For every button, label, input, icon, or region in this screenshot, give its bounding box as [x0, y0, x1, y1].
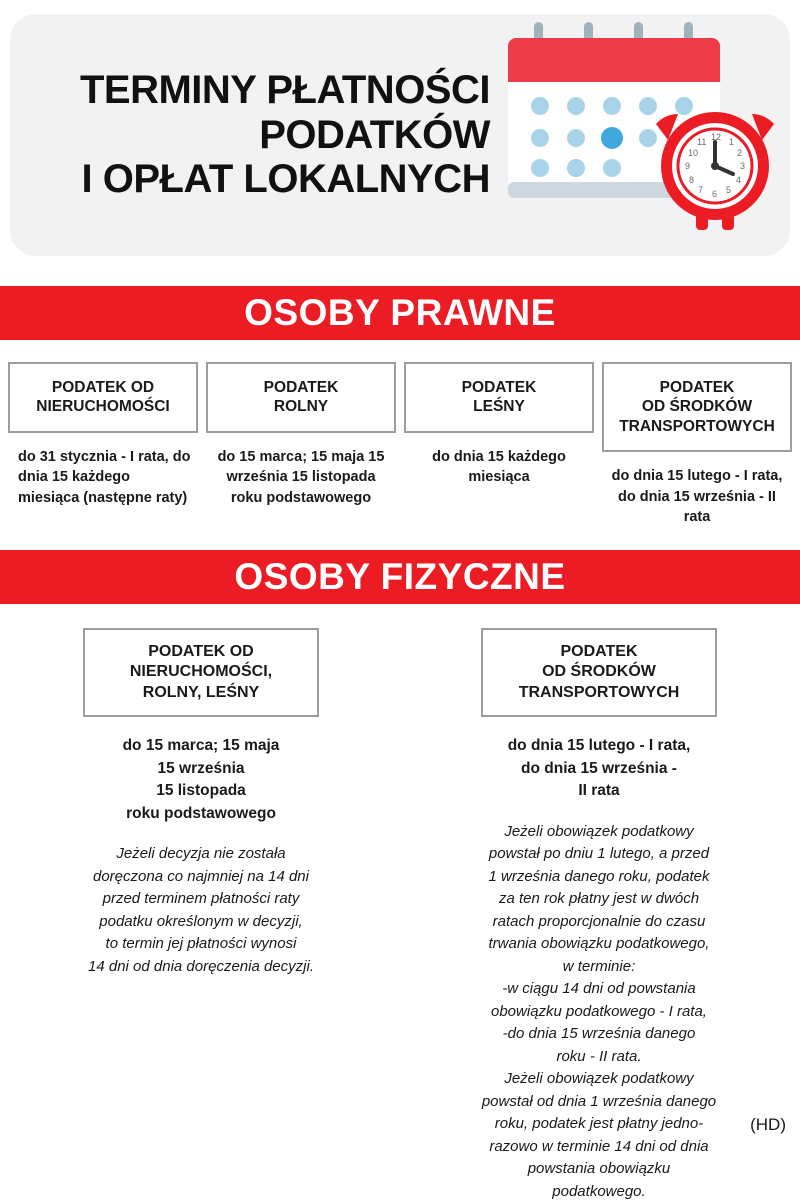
legal-transport-body-line-3: II rata [683, 488, 776, 526]
natural-transport-head-line-2: OD ŚRODKÓW [542, 663, 656, 681]
legal-agricultural-body-line-4: roku podstawowego [230, 489, 372, 506]
legal-agricultural-body-line-1: do 15 marca; 15 maja [217, 448, 365, 465]
svg-text:5: 5 [726, 185, 732, 195]
natural-transport-note-line-15: razowo w terminie 14 dni od dnia [489, 1137, 709, 1155]
natural-property-note-line-1: Jeżeli decyzja nie została [116, 845, 286, 863]
natural-transport-head-line-3: TRANSPORTOWYCH [518, 683, 680, 701]
natural-property-body-line-1: do 15 marca; 15 maja [122, 737, 280, 755]
legal-property-head-line-1: PODATEK OD [51, 379, 155, 396]
natural-transport-note-line-3: 1 września danego roku, podatek [488, 867, 710, 885]
natural-property-note-line-3: przed terminem płatności raty [102, 890, 300, 908]
svg-text:2: 2 [737, 148, 743, 158]
natural-property-header [83, 628, 319, 717]
legal-agricultural-head-line-2: ROLNY [273, 398, 329, 416]
natural-transport-note-line-2: powstał po dniu 1 lutego, a przed [488, 845, 710, 863]
legal-property-head-line-2: NIERUCHOMOŚCI [36, 398, 170, 416]
legal-transport-body-line-1: do dnia 15 lutego - I rata, [611, 468, 783, 485]
legal-property-body-line-4: raty) [155, 489, 188, 506]
legal-transport-head-line-3: TRANSPORTOWYCH [619, 417, 775, 435]
legal-property-body-line-2: do dnia 15 każdego [18, 448, 191, 486]
svg-text:7: 7 [698, 185, 704, 195]
legal-column-agricultural-tax-body [206, 433, 396, 509]
page-title-line-2: PODATKÓW [259, 112, 490, 157]
natural-property-note-line-4: podatku określonym w decyzji, [99, 912, 303, 930]
natural-property-body-line-4: roku podstawowego [126, 804, 276, 822]
legal-column-transport-tax-header [602, 362, 792, 452]
natural-property-body [123, 717, 280, 825]
natural-transport-header [481, 628, 717, 717]
legal-column-transport-tax-body [602, 452, 792, 528]
legal-forest-head-line-2: LEŚNY [473, 398, 525, 416]
legal-column-forest-tax [404, 362, 594, 528]
natural-transport-body [508, 717, 691, 802]
page-title-line-1: TERMINY PŁATNOŚCI [79, 67, 490, 112]
svg-text:9: 9 [685, 161, 691, 171]
legal-property-body-line-1: do 31 stycznia - I rata, [18, 448, 169, 465]
legal-column-transport-tax [602, 362, 792, 528]
natural-column-transport [410, 628, 788, 1203]
natural-property-note-line-5: to termin jej płatności wynosi [105, 935, 297, 953]
natural-property-body-line-3: 15 listopada [156, 782, 246, 800]
natural-transport-head-line-1: PODATEK [560, 642, 638, 660]
natural-transport-note-line-5: ratach proporcjonalnie do czasu [492, 912, 706, 930]
natural-property-head-line-3: ROLNY, LEŚNY [142, 683, 260, 701]
natural-transport-note-line-11: roku - II rata. [556, 1047, 642, 1065]
legal-column-forest-tax-header [404, 362, 594, 433]
natural-column-property-agri-forest [12, 628, 390, 1203]
natural-transport-note-line-14: roku, podatek jest płatny jedno- [494, 1115, 704, 1133]
natural-transport-note-line-4: za ten rok płatny jest w dwóch [498, 890, 700, 908]
legal-forest-body-line-1: do dnia 15 każdego [432, 448, 566, 465]
natural-transport-note-line-1: Jeżeli obowiązek podatkowy [504, 822, 694, 840]
natural-transport-note-line-9: obowiązku podatkowego - I rata, [491, 1002, 707, 1020]
legal-agricultural-head-line-1: PODATEK [263, 379, 339, 396]
section-header-natural-persons: OSOBY FIZYCZNE [0, 550, 800, 604]
natural-property-head-line-1: PODATEK OD [148, 642, 254, 660]
natural-transport-body-line-1: do dnia 15 lutego - I rata, [507, 737, 691, 755]
natural-property-body-line-2: 15 września [157, 759, 245, 777]
page-title [10, 68, 500, 202]
header-card [10, 14, 790, 256]
natural-transport-body-line-3: II rata [578, 782, 620, 800]
natural-transport-note-line-10: -do dnia 15 września danego [502, 1025, 696, 1043]
natural-transport-note-line-6: trwania obowiązku podatkowego, [488, 935, 710, 953]
natural-transport-note-line-12: Jeżeli obowiązek podatkowy [504, 1070, 694, 1088]
legal-agricultural-body-line-2: 15 września [226, 448, 385, 486]
svg-text:1: 1 [729, 137, 735, 147]
legal-column-property-tax [8, 362, 198, 528]
legal-column-property-tax-body [8, 433, 198, 509]
natural-persons-columns [0, 628, 800, 1203]
legal-column-agricultural-tax [206, 362, 396, 528]
page-title-line-3: I OPŁAT LOKALNYCH [81, 157, 490, 202]
svg-text:12: 12 [711, 132, 722, 142]
natural-transport-note-line-17: podatkowego. [552, 1182, 646, 1200]
natural-property-head-line-2: NIERUCHOMOŚCI, [129, 663, 273, 681]
legal-agricultural-body-line-3: 15 listopada [291, 469, 376, 486]
legal-property-body-line-3: miesiąca (następne [18, 489, 152, 506]
natural-property-note-line-2: doręczona co najmniej na 14 dni [93, 867, 309, 885]
legal-column-agricultural-tax-header [206, 362, 396, 433]
natural-transport-body-line-2: do dnia 15 września - [521, 759, 677, 777]
legal-transport-head-line-2: OD ŚRODKÓW [641, 398, 753, 416]
natural-property-note-line-6: 14 dni od dnia doręczenia decyzji. [88, 957, 314, 975]
svg-text:8: 8 [689, 175, 695, 185]
legal-transport-body-line-2: do dnia 15 września - [618, 488, 764, 505]
legal-column-forest-tax-body [404, 433, 594, 488]
natural-transport-note [482, 803, 716, 1203]
legal-persons-columns [0, 362, 800, 528]
natural-transport-note-line-7: w terminie: [562, 957, 636, 975]
svg-text:3: 3 [740, 161, 746, 171]
calendar-and-alarm-clock-icon [500, 14, 790, 256]
legal-transport-head-line-1: PODATEK [659, 379, 735, 396]
legal-column-property-tax-header [8, 362, 198, 433]
footer-mark: (HD) [750, 1115, 786, 1134]
legal-forest-head-line-1: PODATEK [461, 379, 537, 396]
natural-property-note [88, 825, 314, 978]
svg-text:10: 10 [688, 148, 699, 158]
natural-transport-note-line-16: powstania obowiązku [527, 1160, 671, 1178]
svg-text:11: 11 [697, 137, 707, 147]
natural-transport-note-line-13: powstał od dnia 1 września danego [481, 1092, 717, 1110]
legal-forest-body-line-2: miesiąca [468, 469, 530, 486]
svg-text:6: 6 [712, 189, 718, 199]
svg-text:4: 4 [736, 175, 742, 185]
natural-transport-note-line-8: -w ciągu 14 dni od powstania [502, 980, 696, 998]
section-header-legal-persons: OSOBY PRAWNE [0, 286, 800, 340]
